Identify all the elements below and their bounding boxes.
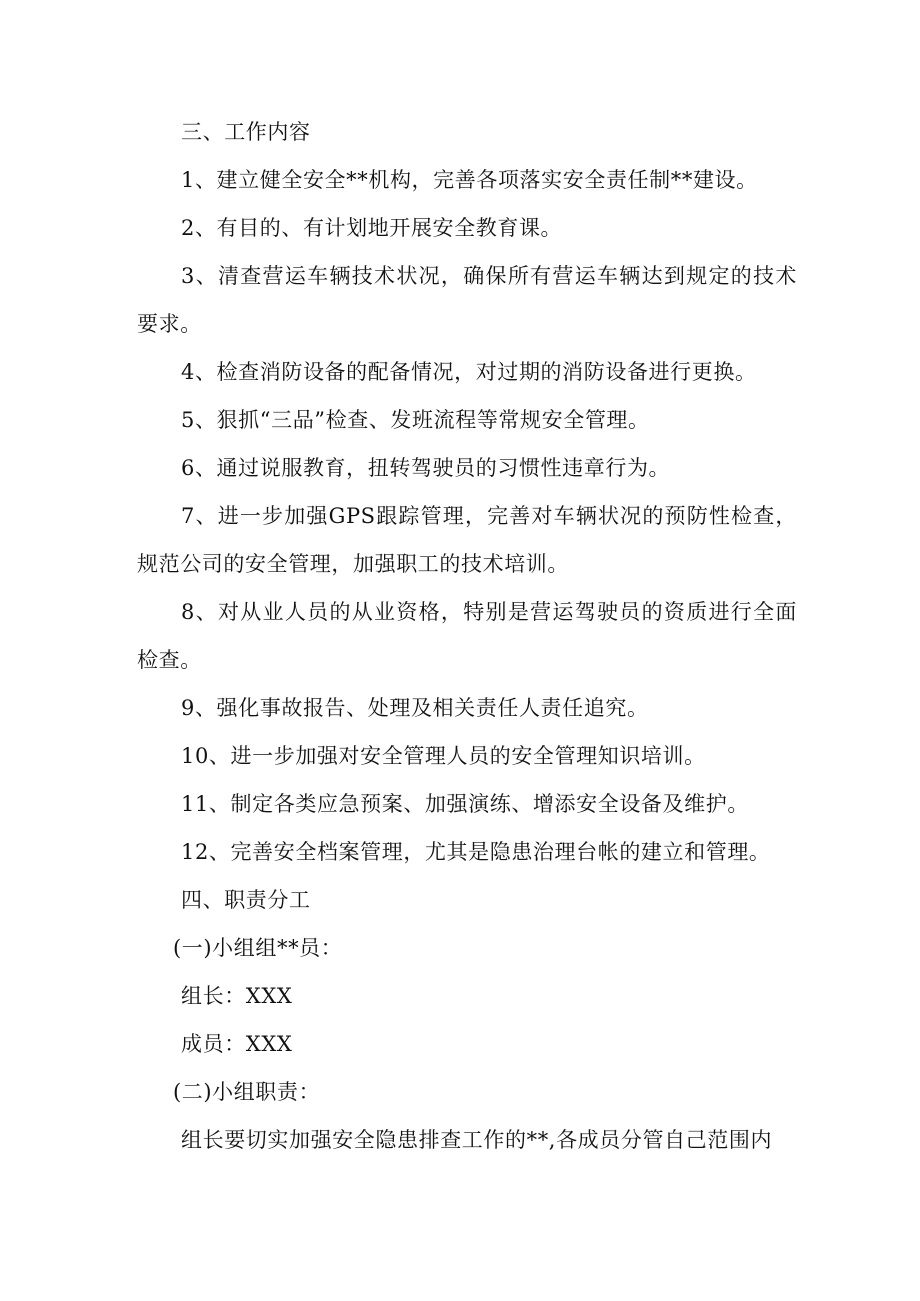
work-item-6: 6、通过说服教育，扭转驾驶员的习惯性违章行为。 — [181, 456, 671, 480]
work-item-3: 3、清查营运车辆技术状况，确保所有营运车辆达到规定的技术要求。 — [137, 264, 797, 336]
group-members-title: (一)小组组**员： — [173, 936, 343, 960]
work-item-12: 12、完善安全档案管理，尤其是隐患治理台帐的建立和管理。 — [181, 840, 771, 864]
work-item-10: 10、进一步加强对安全管理人员的安全管理知识培训。 — [181, 744, 706, 768]
work-item-9: 9、强化事故报告、处理及相关责任人责任追究。 — [181, 696, 649, 720]
work-item-11: 11、制定各类应急预案、加强演练、增添安全设备及维护。 — [181, 792, 749, 816]
work-item-4: 4、检查消防设备的配备情况，对过期的消防设备进行更换。 — [181, 360, 757, 384]
group-leader: 组长：XXX — [181, 984, 293, 1008]
section-4-title: 四、职责分工 — [181, 888, 311, 912]
work-item-2: 2、有目的、有计划地开展安全教育课。 — [181, 216, 563, 240]
work-item-7: 7、进一步加强GPS跟踪管理，完善对车辆状况的预防性检查，规范公司的安全管理，加强职工的技术培训。 — [137, 504, 797, 576]
document-body — [137, 108, 797, 1164]
group-duties-title: (二)小组职责： — [173, 1080, 321, 1104]
work-item-1: 1、建立健全安全**机构，完善各项落实安全责任制**建设。 — [181, 168, 758, 192]
section-3-title: 三、工作内容 — [181, 120, 311, 144]
work-item-5: 5、狠抓“三品”检查、发班流程等常规安全管理。 — [181, 408, 650, 432]
group-members: 成员：XXX — [181, 1032, 293, 1056]
group-duties-text: 组长要切实加强安全隐患排查工作的**,各成员分管自己范围内 — [181, 1128, 773, 1152]
work-item-8: 8、对从业人员的从业资格，特别是营运驾驶员的资质进行全面检查。 — [137, 600, 797, 672]
